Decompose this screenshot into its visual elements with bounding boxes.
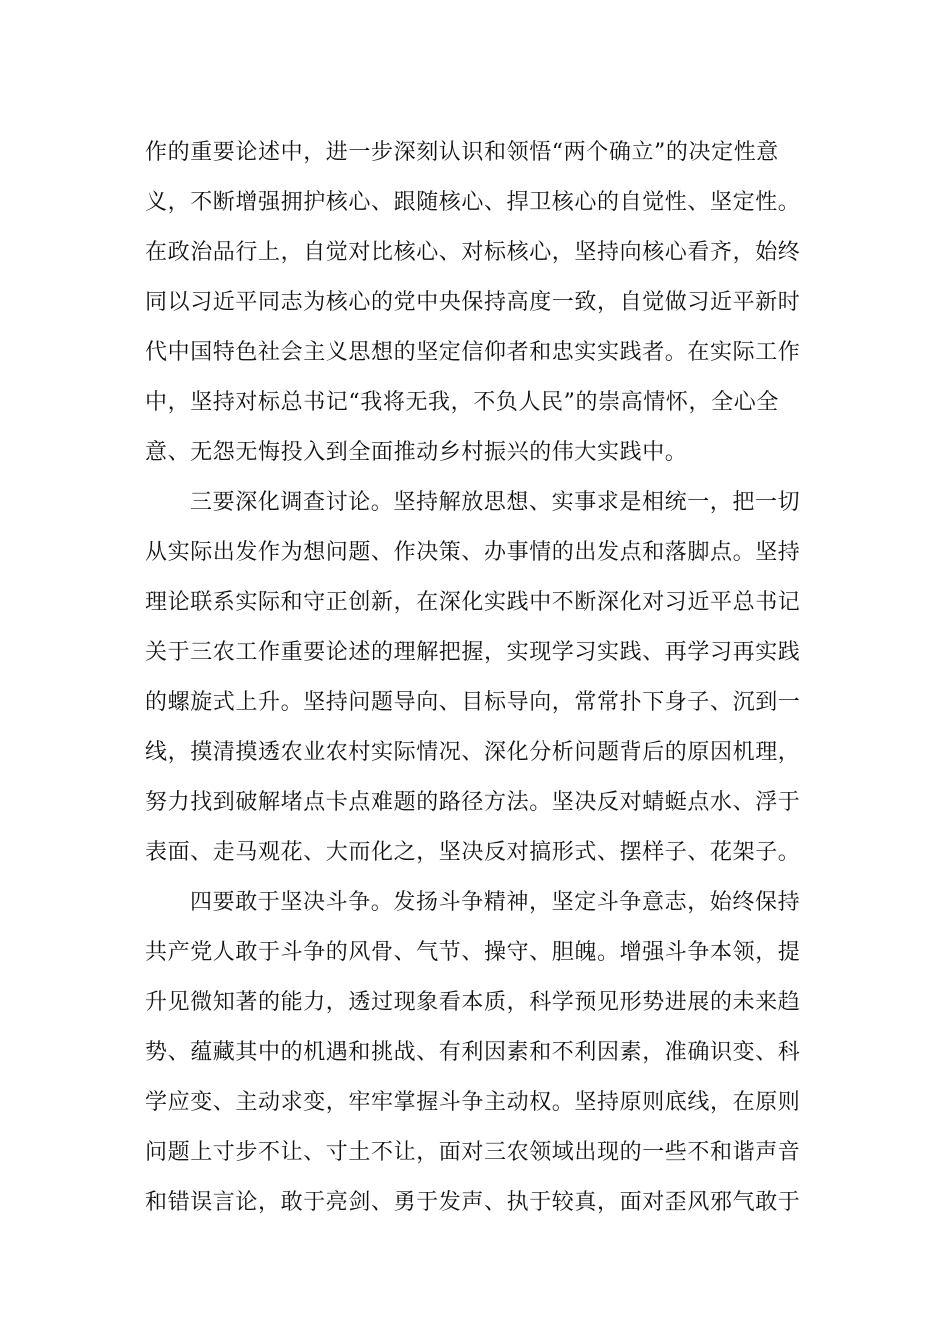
text-line: 表面、走马观花、大而化之，坚决反对搞形式、摆样子、花架子。 — [145, 840, 801, 865]
text-line: 中，坚持对标总书记“我将无我，不负人民”的崇高情怀，全心全 — [145, 390, 779, 415]
text-line: 和错误言论，敢于亮剑、勇于发声、执于较真，面对歪风邪气敢于 — [145, 1190, 801, 1215]
text-line: 势、蕴藏其中的机遇和挑战、有利因素和不利因素，准确识变、科 — [145, 1040, 801, 1065]
text-line: 线，摸清摸透农业农村实际情况、深化分析问题背后的原因机理， — [145, 740, 801, 765]
text-line: 努力找到破解堵点卡点难题的路径方法。坚决反对蜻蜓点水、浮于 — [145, 790, 801, 815]
paragraph-first-line: 四要敢于坚决斗争。发扬斗争精神，坚定斗争意志，始终保持 — [190, 890, 801, 915]
text-line: 在政治品行上，自觉对比核心、对标核心，坚持向核心看齐，始终 — [145, 240, 801, 265]
text-line: 代中国特色社会主义思想的坚定信仰者和忠实实践者。在实际工作 — [145, 340, 801, 365]
text-line: 同以习近平同志为核心的党中央保持高度一致，自觉做习近平新时 — [145, 290, 801, 315]
text-line: 从实际出发作为想问题、作决策、办事情的出发点和落脚点。坚持 — [145, 540, 801, 565]
text-line: 的螺旋式上升。坚持问题导向、目标导向，常常扑下身子、沉到一 — [145, 690, 801, 715]
text-line: 理论联系实际和守正创新，在深化实践中不断深化对习近平总书记 — [145, 590, 801, 615]
text-line: 关于三农工作重要论述的理解把握，实现学习实践、再学习再实践 — [145, 640, 801, 665]
text-line: 共产党人敢于斗争的风骨、气节、操守、胆魄。增强斗争本领，提 — [145, 940, 801, 965]
text-line: 学应变、主动求变，牢牢掌握斗争主动权。坚持原则底线，在原则 — [145, 1090, 801, 1115]
text-line: 问题上寸步不让、寸土不让，面对三农领域出现的一些不和谐声音 — [145, 1140, 801, 1165]
text-line: 意、无怨无悔投入到全面推动乡村振兴的伟大实践中。 — [145, 440, 688, 465]
text-line: 作的重要论述中，进一步深刻认识和领悟“两个确立”的决定性意 — [145, 140, 779, 165]
paragraph-first-line: 三要深化调查讨论。坚持解放思想、实事求是相统一，把一切 — [190, 490, 801, 515]
text-line: 升见微知著的能力，透过现象看本质，科学预见形势进展的未来趋 — [145, 990, 801, 1015]
text-line: 义，不断增强拥护核心、跟随核心、捍卫核心的自觉性、坚定性。 — [145, 190, 801, 215]
